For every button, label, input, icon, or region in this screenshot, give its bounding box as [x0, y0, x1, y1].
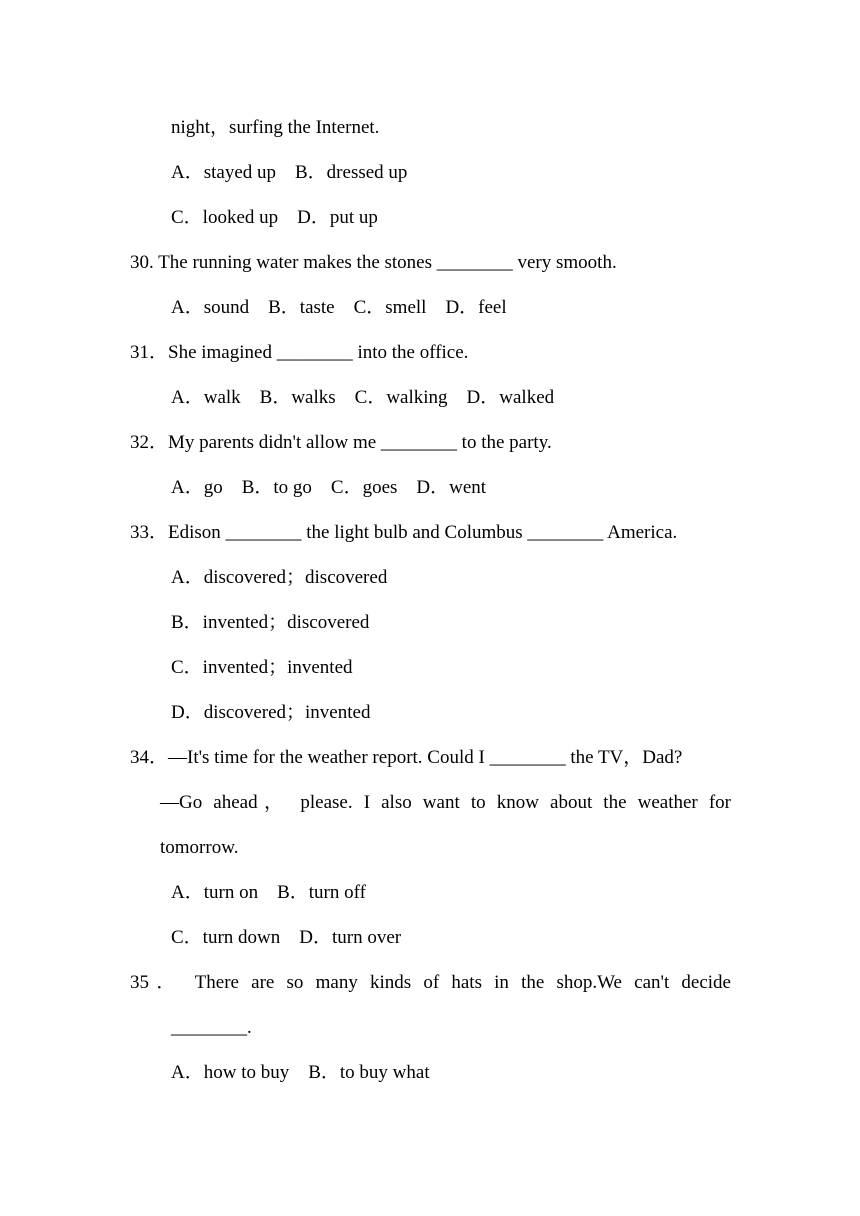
q33-option-c: C．invented；invented — [171, 657, 353, 678]
q32-options: A．go B．to go C．goes D．went — [171, 477, 487, 498]
q32-stem: 32．My parents didn't allow me ________ to the party. — [130, 432, 552, 453]
q31-options: A．walk B．walks C．walking D．walked — [171, 387, 555, 408]
q30-stem: 30. The running water makes the stones ________ very smooth. — [130, 252, 617, 273]
q35-options-ab: A．how to buy B．to buy what — [171, 1062, 430, 1083]
q29-options-cd: C．looked up D．put up — [171, 207, 378, 228]
q34-reply: —Go ahead， please. I also want to know about the weather for — [160, 792, 731, 813]
q33-option-b: B．invented；discovered — [171, 612, 370, 633]
q29-options-ab: A．stayed up B．dressed up — [171, 162, 408, 183]
q34-options-ab: A．turn on B．turn off — [171, 882, 366, 903]
q35-stem-blank: ________. — [171, 1017, 252, 1038]
q33-option-d: D．discovered；invented — [171, 702, 371, 723]
q35-stem: 35． There are so many kinds of hats in the shop.We can't decide — [130, 972, 731, 993]
q34-reply-continuation: tomorrow. — [160, 837, 239, 858]
q29-stem-continuation: night，surfing the Internet. — [171, 117, 380, 138]
q33-option-a: A．discovered；discovered — [171, 567, 388, 588]
q30-options: A．sound B．taste C．smell D．feel — [171, 297, 507, 318]
q34-options-cd: C．turn down D．turn over — [171, 927, 402, 948]
q31-stem: 31．She imagined ________ into the office. — [130, 342, 469, 363]
q34-stem: 34．—It's time for the weather report. Could I ________ the TV，Dad? — [130, 747, 683, 768]
q33-stem: 33．Edison ________ the light bulb and Columbus ________ America. — [130, 522, 678, 543]
